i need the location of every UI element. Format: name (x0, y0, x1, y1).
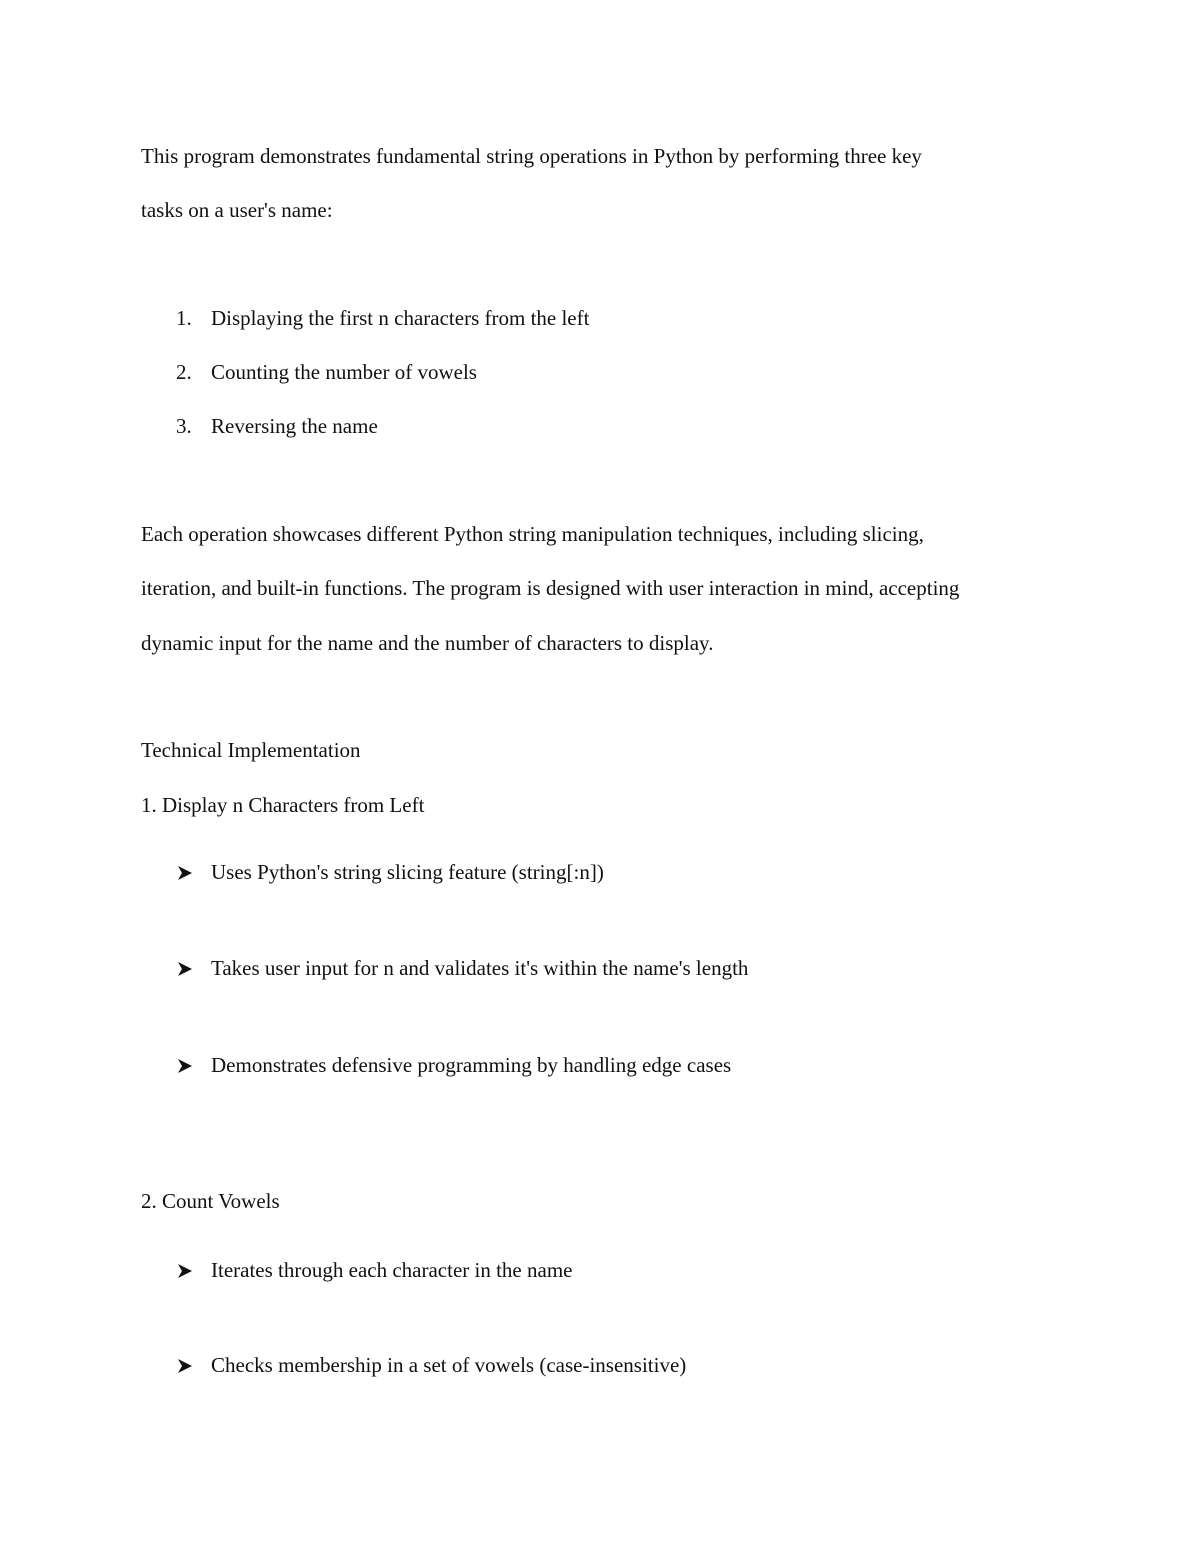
arrow-bullet-icon (176, 864, 194, 882)
arrow-bullet-icon (176, 1057, 194, 1075)
bullet-text: Takes user input for n and validates it's within the name's length (211, 956, 749, 980)
subsection-title: 1. Display n Characters from Left (141, 793, 425, 817)
summary-line-2: iteration, and built-in functions. The program is designed with user interaction in mind, accepting (141, 576, 960, 600)
section-heading: Technical Implementation (141, 738, 361, 762)
arrow-bullet-icon (176, 1262, 194, 1280)
intro-line-2: tasks on a user's name: (141, 198, 333, 222)
list-text: Displaying the first n characters from the left (211, 306, 590, 330)
list-text: Counting the number of vowels (211, 360, 477, 384)
list-number: 1. (176, 306, 192, 330)
bullet-text: Checks membership in a set of vowels (case-insensitive) (211, 1353, 687, 1377)
list-number: 3. (176, 414, 192, 438)
summary-line-1: Each operation showcases different Python string manipulation techniques, including slicing, (141, 522, 924, 546)
bullet-text: Demonstrates defensive programming by handling edge cases (211, 1053, 732, 1077)
arrow-bullet-icon (176, 960, 194, 978)
bullet-text: Uses Python's string slicing feature (string[:n]) (211, 860, 604, 884)
summary-line-3: dynamic input for the name and the number of characters to display. (141, 631, 714, 655)
list-text: Reversing the name (211, 414, 378, 438)
bullet-text: Iterates through each character in the name (211, 1258, 573, 1282)
subsection-title: 2. Count Vowels (141, 1189, 280, 1213)
arrow-bullet-icon (176, 1357, 194, 1375)
intro-line-1: This program demonstrates fundamental string operations in Python by performing three key (141, 144, 922, 168)
list-number: 2. (176, 360, 192, 384)
